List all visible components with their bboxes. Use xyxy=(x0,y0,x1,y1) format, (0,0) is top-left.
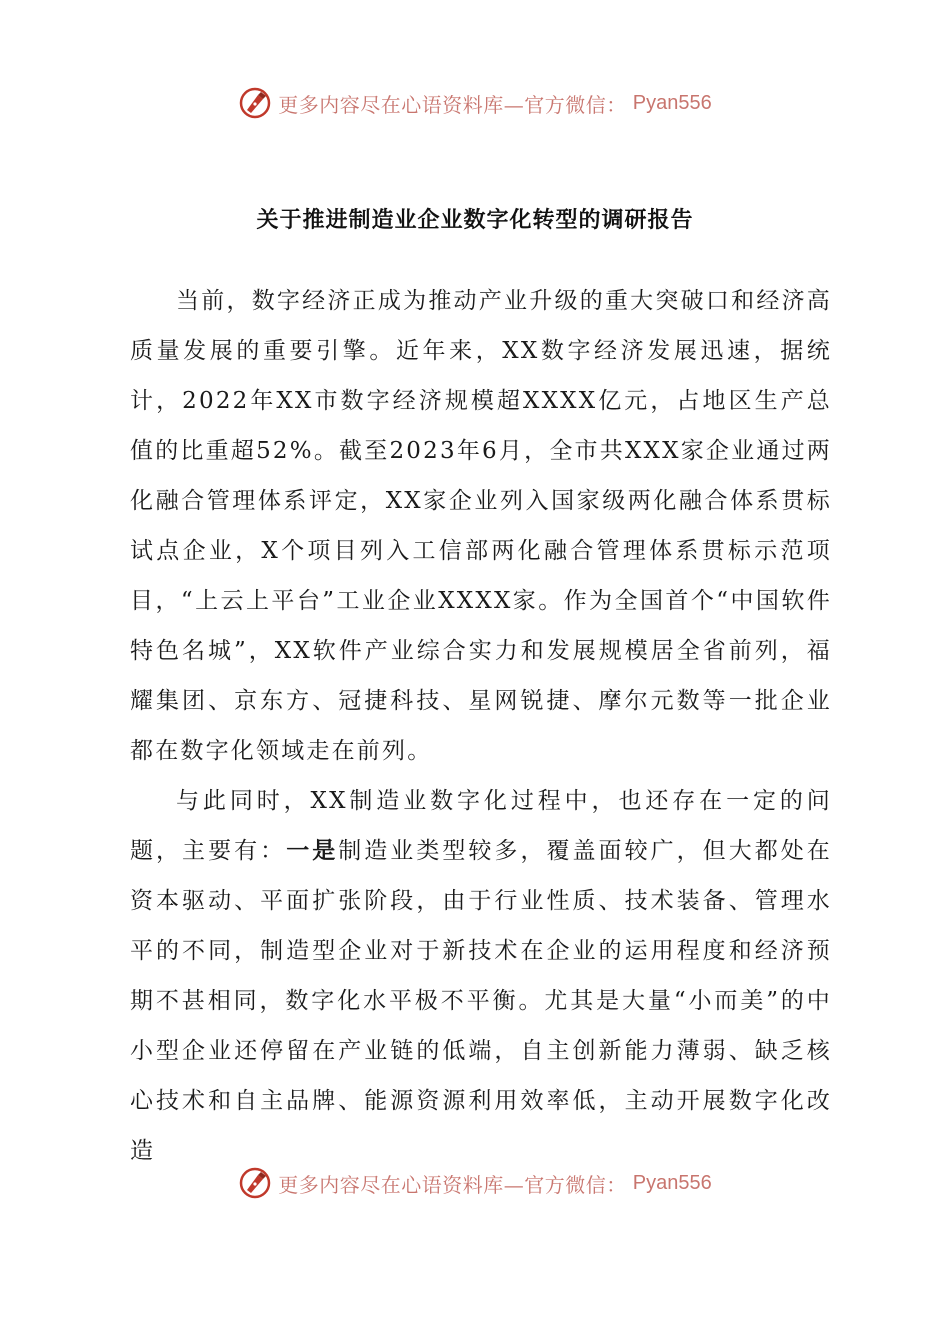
banner-text: 更多内容尽在心语资料库—官方微信： xyxy=(278,92,627,117)
header-banner xyxy=(0,81,950,125)
document-title: 关于推进制造业企业数字化转型的调研报告 xyxy=(256,207,694,233)
banner-text: 更多内容尽在心语资料库—官方微信： xyxy=(278,1172,627,1197)
paragraph-2-rest: 制造业类型较多，覆盖面较广，但大都处在资本驱动、平面扩张阶段，由于行业性质、技术装备、管理水平的不同，制造型企业对于新技术在企业的运用程度和经济预期不甚相同，数字化水平极不平衡。尤其是大量“小而美”的中小型企业还停留在产业链的低端，自主创新能力薄弱、缺乏核心技术和自主品牌、能源资源利用效率低，主动开展数字化改造 xyxy=(130,838,832,1164)
document-body xyxy=(130,276,832,1176)
banner-wechat-id: Pyan556 xyxy=(632,91,712,114)
paragraph-1: 当前，数字经济正成为推动产业升级的重大突破口和经济高质量发展的重要引擎。近年来，XX数字经济发展迅速，据统计，2022年XX市数字经济规模超XXXX亿元，占地区生产总值的比重超52%。截至2023年6月，全市共XXX家企业通过两化融合管理体系评定，XX家企业列入国家级两化融合体系贯标试点企业，X个项目列入工信部两化融合管理体系贯标示范项目，“上云上平台”工业企业XXXX家。作为全国首个“中国软件特色名城”，XX软件产业综合实力和发展规模居全省前列，福耀集团、京东方、冠捷科技、星网锐捷、摩尔元数等一批企业都在数字化领域走在前列。 xyxy=(130,288,832,764)
paragraph-2 xyxy=(130,776,832,1176)
paragraph-2-emphasis: 一是 xyxy=(286,837,339,864)
paragraph-2-lead: 与此同时，XX制造业数字化过程中，也还存在一定的问题，主要有： xyxy=(130,788,832,864)
pen-nib-logo-icon xyxy=(238,1166,272,1200)
pen-nib-logo-icon xyxy=(238,86,272,120)
footer-banner xyxy=(0,1161,950,1205)
banner-wechat-id: Pyan556 xyxy=(632,1171,712,1194)
